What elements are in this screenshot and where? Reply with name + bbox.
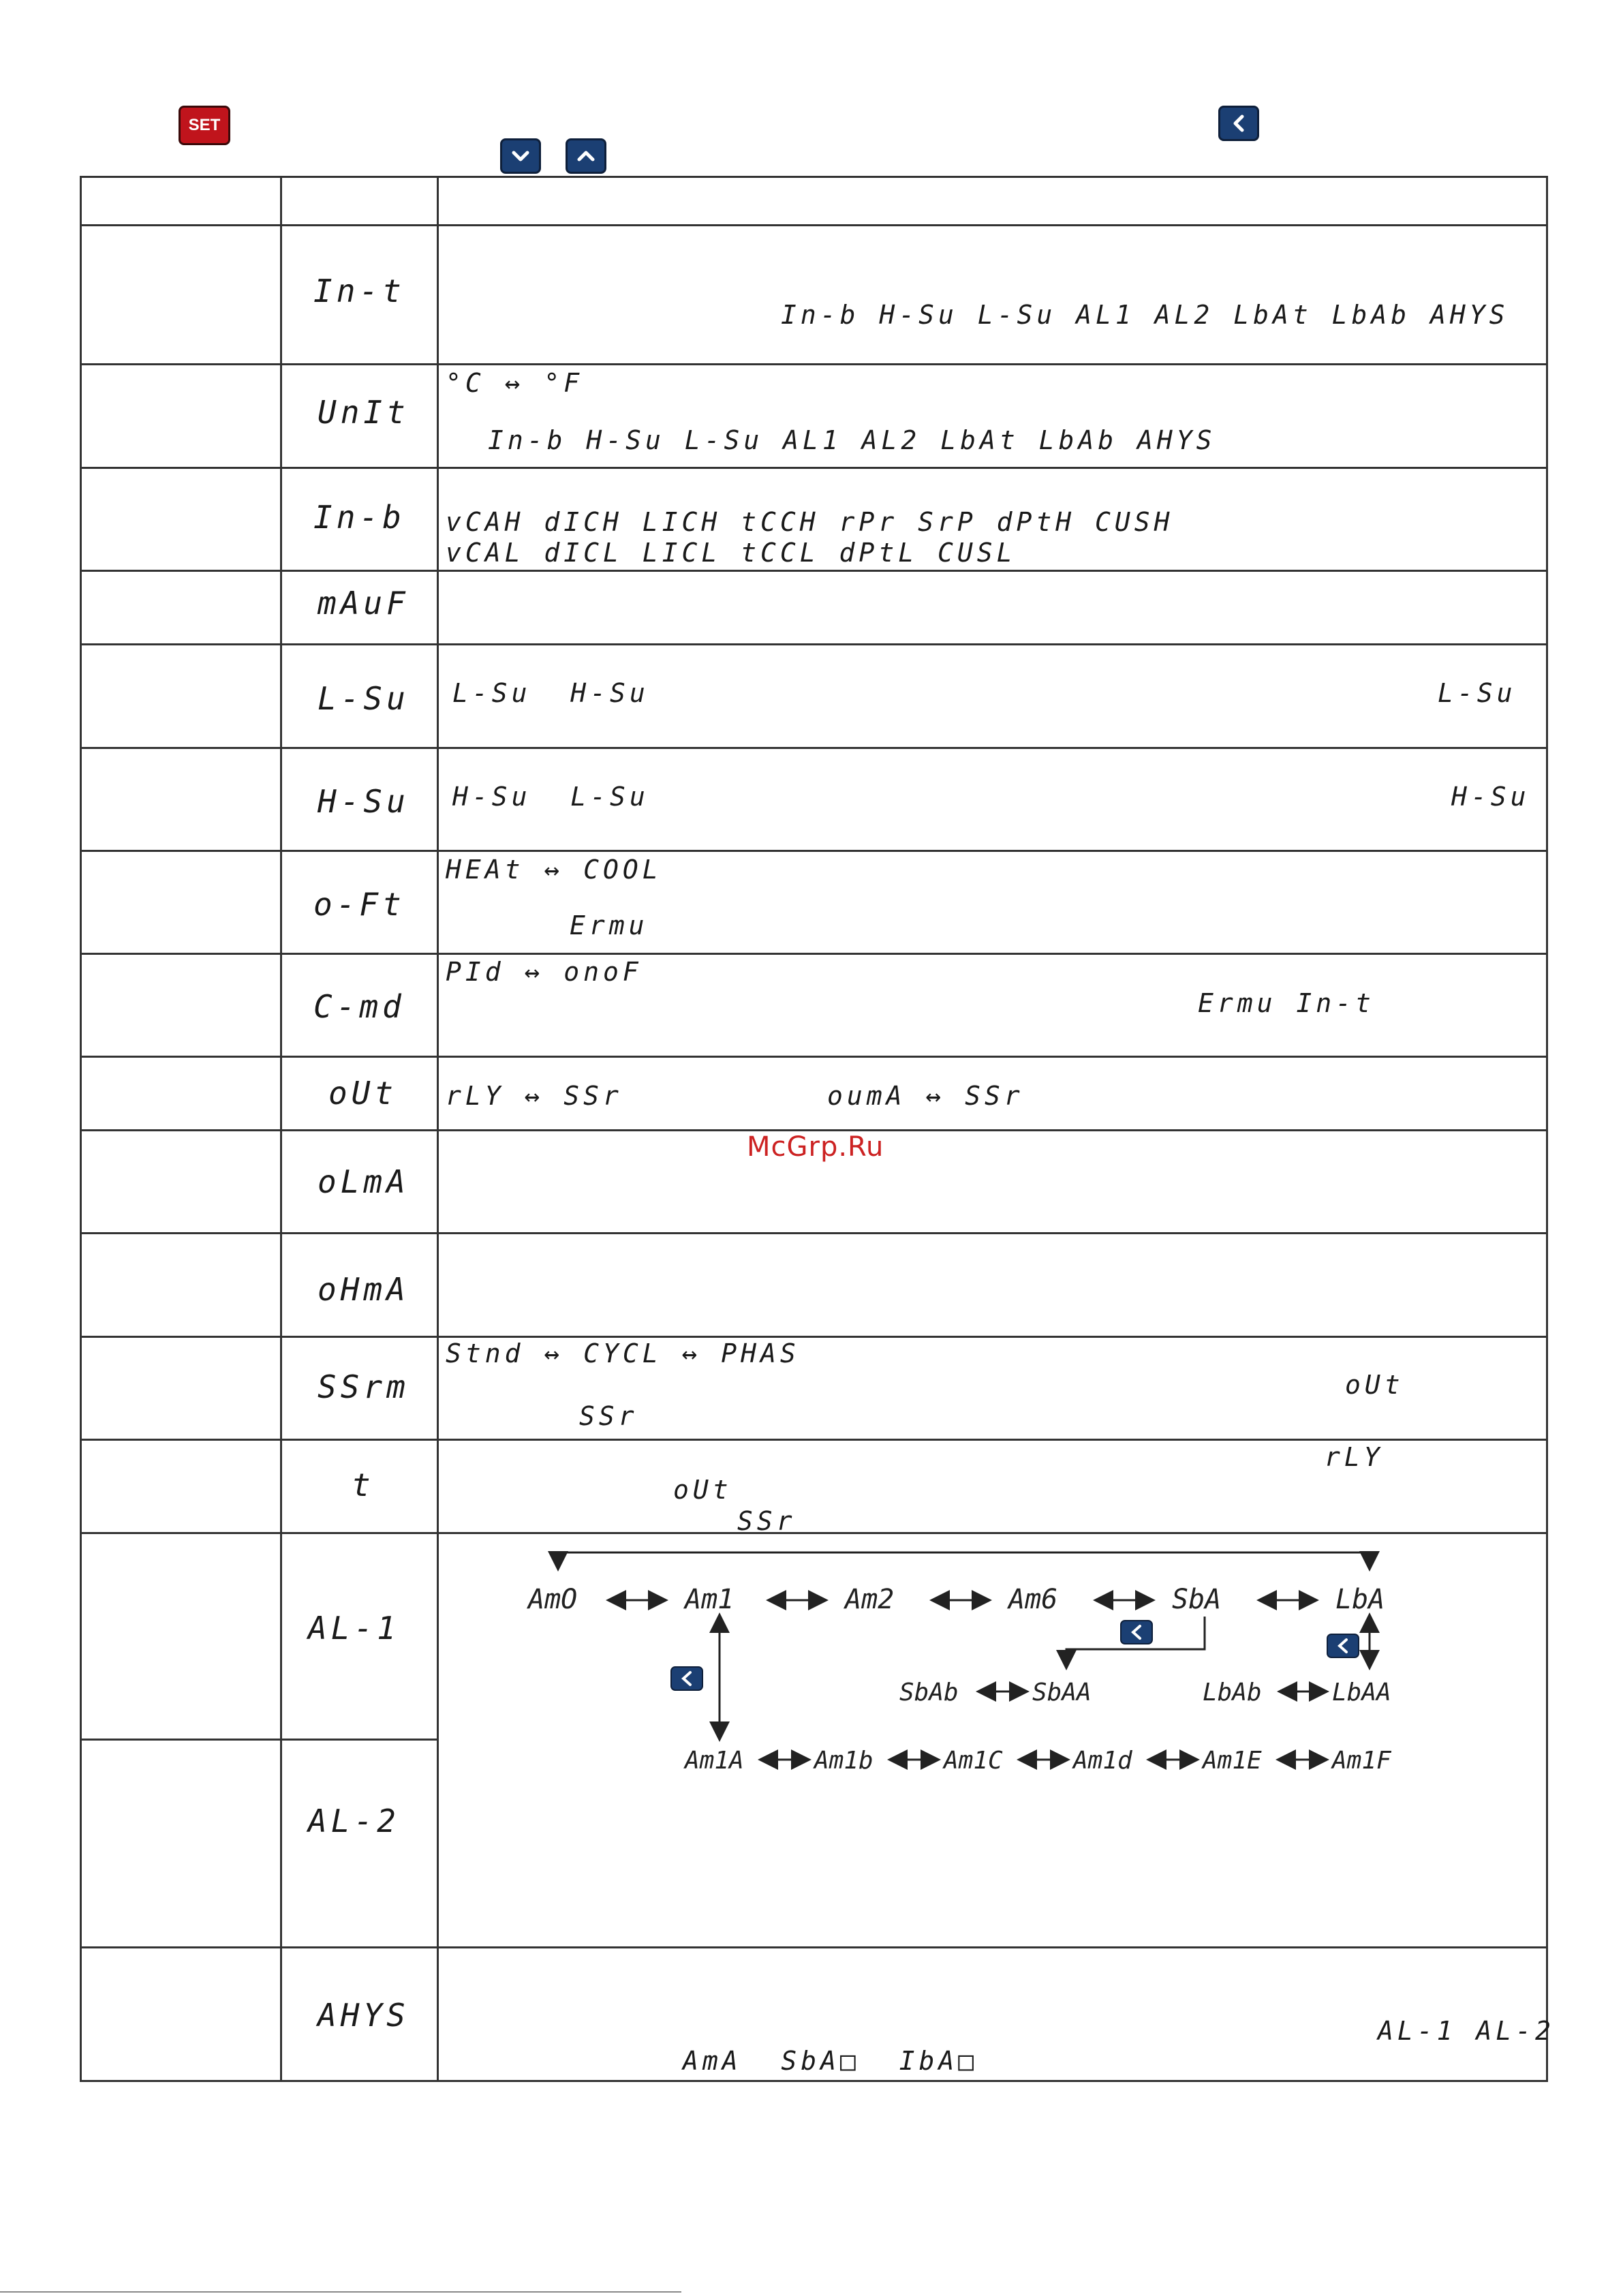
t-out-ref: oUt	[673, 1475, 732, 1505]
param-al-2: AL-2	[308, 1803, 400, 1839]
alarm-lba-a: LbAA	[1332, 1679, 1391, 1706]
alarm-am1-d: Am1d	[1073, 1747, 1132, 1775]
down-key-icon	[500, 138, 541, 174]
param-o-ft: o-Ft	[313, 886, 405, 923]
param-h-su: H-Su	[318, 783, 409, 820]
alarm-am1-f: Am1F	[1332, 1747, 1391, 1775]
out-toggle-ma: oumA ↔ SSr	[827, 1081, 1024, 1111]
alarm-mode-diagram	[443, 1540, 1533, 1786]
param-t: t	[352, 1467, 375, 1503]
param-l-su: L-Su	[318, 680, 409, 717]
t-ssr-ref: SSr	[737, 1506, 797, 1536]
c-md-toggle: PId ↔ onoF	[446, 957, 643, 987]
l-su-ref-right: L-Su	[1438, 678, 1517, 708]
h-su-ref-right: H-Su	[1451, 782, 1530, 812]
alarm-mode-sba: SbA	[1172, 1584, 1222, 1615]
alarm-am1-c: Am1C	[944, 1747, 1003, 1775]
param-out: oUt	[328, 1075, 398, 1112]
param-ohma: oHmA	[318, 1271, 409, 1308]
alarm-mode-amo: AmO	[528, 1584, 578, 1615]
param-c-md: C-md	[313, 988, 405, 1025]
alarm-am1-e: Am1E	[1203, 1747, 1262, 1775]
alarm-mode-am6: Am6	[1008, 1584, 1058, 1615]
l-su-ref: L-Su H-Su	[452, 678, 649, 708]
alarm-am1-a: Am1A	[685, 1747, 744, 1775]
alarm-mode-am2: Am2	[845, 1584, 895, 1615]
param-ahys: AHYS	[318, 1997, 409, 2034]
param-al-1: AL-1	[308, 1610, 400, 1647]
in-b-low-params: vCAL dICL LICL tCCL dPtL CUSL	[446, 538, 1017, 568]
in-t-related-params: In-b H-Su L-Su AL1 AL2 LbAt LbAb AHYS	[781, 300, 1509, 330]
left-key-icon	[1218, 106, 1259, 141]
left-key-icon	[1327, 1634, 1359, 1657]
param-in-b: In-b	[313, 499, 405, 536]
ssrm-modes: Stnd ↔ CYCL ↔ PHAS	[446, 1338, 800, 1368]
alarm-sba-b: SbAb	[899, 1679, 959, 1706]
t-rly-ref: rLY	[1325, 1442, 1384, 1472]
alarm-sba-a: SbAA	[1032, 1679, 1092, 1706]
page-footer-line	[0, 2291, 681, 2293]
alarm-mode-lba: LbA	[1335, 1584, 1385, 1615]
o-ft-ermu: Ermu	[570, 910, 649, 940]
ssrm-ssr-ref: SSr	[579, 1401, 638, 1431]
h-su-ref: H-Su L-Su	[452, 782, 649, 812]
alarm-mode-am1: Am1	[685, 1584, 735, 1615]
ahys-alarm-ref: AL-1 AL-2	[1378, 2016, 1555, 2046]
param-mauf: mAuF	[318, 585, 409, 622]
alarm-am1-b: Am1b	[814, 1747, 874, 1775]
param-olma: oLmA	[318, 1163, 409, 1200]
param-unit: UnIt	[318, 394, 409, 431]
left-key-icon	[671, 1667, 702, 1690]
param-in-t: In-t	[313, 273, 405, 309]
watermark: McGrp.Ru	[747, 1131, 884, 1163]
ahys-mode-ref: AmA SbA□ IbA□	[683, 2046, 978, 2076]
unit-toggle: °C ↔ °F	[446, 368, 584, 398]
c-md-ref: Ermu In-t	[1198, 988, 1375, 1018]
ssrm-out-ref: oUt	[1345, 1370, 1404, 1400]
unit-related-params: In-b H-Su L-Su AL1 AL2 LbAt LbAb AHYS	[488, 425, 1216, 455]
o-ft-toggle: HEAt ↔ COOL	[446, 855, 662, 885]
param-ssrm: SSrm	[318, 1368, 409, 1405]
out-toggle-relay: rLY ↔ SSr	[446, 1081, 623, 1111]
alarm-lba-b: LbAb	[1203, 1679, 1262, 1706]
set-key-icon: SET	[179, 106, 230, 145]
up-key-icon	[566, 138, 606, 174]
left-key-icon	[1121, 1621, 1152, 1644]
in-b-high-params: vCAH dICH LICH tCCH rPr SrP dPtH CUSH	[446, 507, 1174, 537]
